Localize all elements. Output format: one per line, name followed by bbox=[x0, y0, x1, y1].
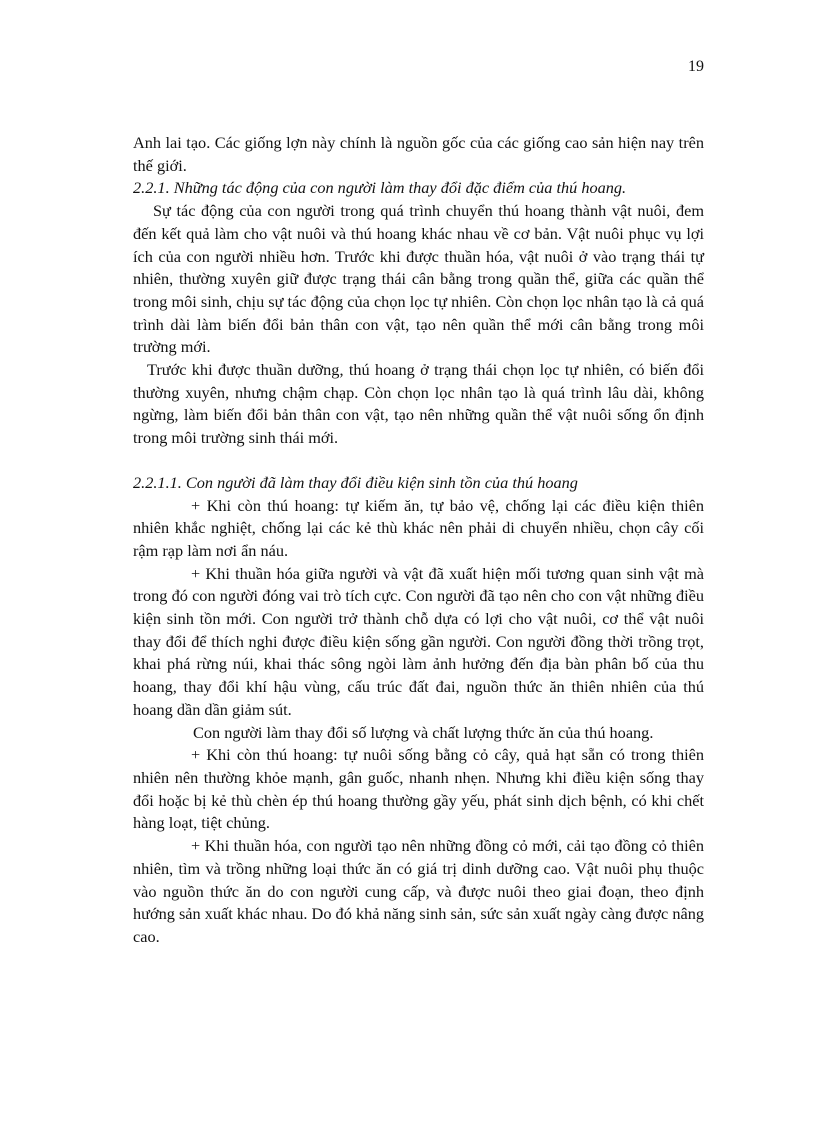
paragraph-domesticated-conditions: + Khi thuần hóa giữa người và vật đã xuất hiện mối tương quan sinh vật mà trong đó con người đóng vai trò tích cực. Con người đã tạo nên cho con vật những điều kiện sinh tồn mới. Con người trở thành chỗ dựa có lợi cho vật nuôi, cơ thể vật nuôi thay đổi để thích nghi được điều kiện sống gần người. Con người đồng thời trồng trọt, khai phá rừng núi, khai thác sông ngòi làm ảnh hưởng đến địa bàn phân bố của thu hoang, thay đổi khí hậu vùng, cấu trúc đất đai, nguồn thức ăn thiên nhiên của thú hoang dần dần giảm sút. bbox=[133, 563, 704, 719]
section-heading-2-2-1-1: 2.2.1.1. Con người đã làm thay đổi điều kiện sinh tồn của thú hoang bbox=[133, 472, 578, 492]
document-body bbox=[133, 132, 704, 949]
paragraph-domesticated-food: + Khi thuần hóa, con người tạo nên những đồng cỏ mới, cải tạo đồng cỏ thiên nhiên, tìm và trồng những loại thức ăn có giá trị dinh dưỡng cao. Vật nuôi phụ thuộc vào nguồn thức ăn do con người cung cấp, và được nuôi theo giai đoạn, theo định hướng sản xuất khác nhau. Do đó khả năng sinh sản, sức sản xuất ngày càng được nâng cao. bbox=[133, 836, 704, 946]
section-heading-2-2-1: 2.2.1. Những tác động của con người làm thay đổi đặc điểm của thú hoang. bbox=[133, 178, 627, 198]
paragraph-food-change: Con người làm thay đổi số lượng và chất lượng thức ăn của thú hoang. bbox=[193, 722, 654, 742]
paragraph-wild-conditions: + Khi còn thú hoang: tự kiếm ăn, tự bảo vệ, chống lại các điều kiện thiên nhiên khắc nghiệt, chống lại các kẻ thù khác nên phải di chuyển nhiều, chọn cây cối rậm rạp làm nơi ẩn náu. bbox=[133, 495, 704, 560]
paragraph-continuation: Anh lai tạo. Các giống lợn này chính là nguồn gốc của các giống cao sản hiện nay trên thế giới. bbox=[133, 133, 704, 175]
page-number: 19 bbox=[688, 58, 704, 75]
paragraph-human-impact: Sự tác động của con người trong quá trình chuyển thú hoang thành vật nuôi, đem đến kết quả làm cho vật nuôi và thú hoang khác nhau về cơ bản. Vật nuôi phục vụ lợi ích của con người nhiều hơn. Trước khi được thuần hóa, vật nuôi ở vào trạng thái tự nhiên, thường xuyên giữ được trạng thái cân bằng trong quần thể, giữa các quần thể trong môi sinh, chịu sự tác động của chọn lọc tự nhiên. Còn chọn lọc nhân tạo là cả quá trình dài làm biến đổi bản thân con vật, tạo nên quần thể mới cân bằng trong môi trường mới. bbox=[133, 201, 704, 357]
paragraph-wild-food: + Khi còn thú hoang: tự nuôi sống bằng cỏ cây, quả hạt sẵn có trong thiên nhiên nên thường khỏe mạnh, gân guốc, nhanh nhẹn. Nhưng khi điều kiện sống thay đổi hoặc bị kẻ thù chèn ép thú hoang thường gầy yếu, phát sinh dịch bệnh, có khi chết hàng loạt, tiệt chủng. bbox=[133, 745, 704, 833]
paragraph-domestication: Trước khi được thuần dưỡng, thú hoang ở trạng thái chọn lọc tự nhiên, có biến đổi thường xuyên, nhưng chậm chạp. Còn chọn lọc nhân tạo là quá trình lâu dài, không ngừng, làm biến đổi bản thân con vật, tạo nên những quần thể vật nuôi sống ổn định trong môi trường sinh thái mới. bbox=[133, 360, 704, 448]
